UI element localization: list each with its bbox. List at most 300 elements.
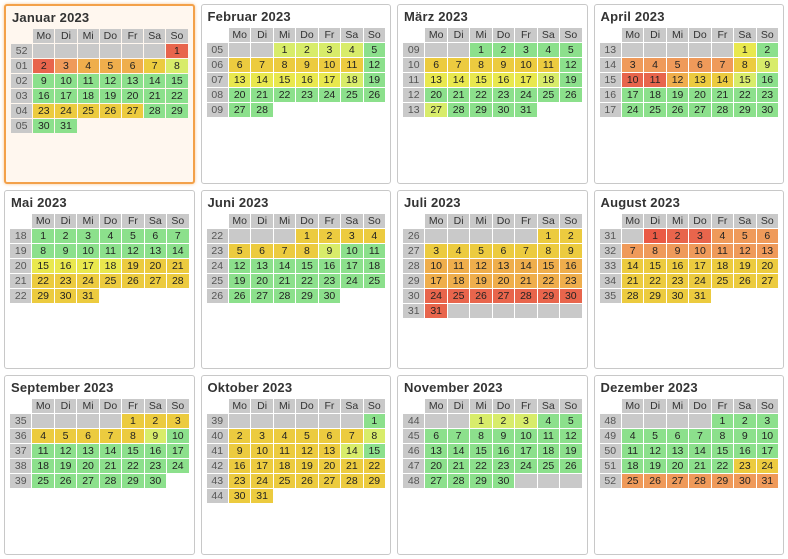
day-cell[interactable]: 16	[560, 259, 581, 273]
day-cell[interactable]: 26	[734, 274, 755, 288]
day-cell[interactable]: 22	[734, 88, 755, 102]
day-cell[interactable]: 17	[622, 88, 643, 102]
day-cell[interactable]: 22	[364, 459, 385, 473]
day-cell[interactable]: 18	[341, 73, 362, 87]
day-cell[interactable]: 22	[32, 274, 53, 288]
day-cell[interactable]: 18	[32, 459, 53, 473]
day-cell[interactable]: 15	[644, 259, 665, 273]
day-cell[interactable]: 11	[644, 73, 665, 87]
day-cell[interactable]: 15	[734, 73, 755, 87]
day-cell[interactable]: 19	[644, 459, 665, 473]
day-cell[interactable]: 27	[319, 474, 340, 488]
day-cell[interactable]: 19	[470, 274, 491, 288]
day-cell[interactable]: 10	[622, 73, 643, 87]
day-cell[interactable]: 30	[33, 119, 54, 133]
day-cell[interactable]: 13	[425, 444, 446, 458]
day-cell[interactable]: 7	[689, 429, 710, 443]
day-cell[interactable]: 21	[712, 88, 733, 102]
day-cell[interactable]: 30	[229, 489, 250, 503]
day-cell[interactable]: 8	[274, 58, 295, 72]
day-cell[interactable]: 29	[364, 474, 385, 488]
day-cell[interactable]: 13	[229, 73, 250, 87]
day-cell[interactable]: 12	[55, 444, 76, 458]
day-cell[interactable]: 9	[757, 58, 778, 72]
day-cell[interactable]: 4	[622, 429, 643, 443]
day-cell[interactable]: 8	[712, 429, 733, 443]
day-cell[interactable]: 19	[667, 88, 688, 102]
day-cell[interactable]: 7	[251, 58, 272, 72]
day-cell[interactable]: 13	[425, 73, 446, 87]
day-cell[interactable]: 25	[32, 474, 53, 488]
day-cell[interactable]: 28	[341, 474, 362, 488]
day-cell[interactable]: 14	[515, 259, 536, 273]
day-cell[interactable]: 4	[32, 429, 53, 443]
day-cell[interactable]: 13	[689, 73, 710, 87]
day-cell[interactable]: 1	[32, 229, 53, 243]
day-cell[interactable]: 24	[167, 459, 188, 473]
day-cell[interactable]: 20	[319, 459, 340, 473]
day-cell[interactable]: 23	[667, 274, 688, 288]
day-cell[interactable]: 20	[229, 88, 250, 102]
day-cell[interactable]: 12	[296, 444, 317, 458]
day-cell[interactable]: 11	[538, 58, 559, 72]
day-cell[interactable]: 11	[78, 74, 99, 88]
day-cell[interactable]: 27	[689, 103, 710, 117]
day-cell[interactable]: 23	[757, 88, 778, 102]
day-cell[interactable]: 11	[32, 444, 53, 458]
day-cell[interactable]: 4	[538, 414, 559, 428]
day-cell[interactable]: 1	[470, 43, 491, 57]
day-cell[interactable]: 5	[364, 43, 385, 57]
day-cell[interactable]: 28	[689, 474, 710, 488]
day-cell[interactable]: 9	[667, 244, 688, 258]
day-cell[interactable]: 2	[229, 429, 250, 443]
day-cell[interactable]: 7	[448, 58, 469, 72]
day-cell[interactable]: 5	[100, 59, 121, 73]
day-cell[interactable]: 5	[122, 229, 143, 243]
day-cell[interactable]: 19	[734, 259, 755, 273]
day-cell[interactable]: 24	[515, 459, 536, 473]
day-cell[interactable]: 5	[470, 244, 491, 258]
day-cell[interactable]: 30	[319, 289, 340, 303]
day-cell[interactable]: 3	[167, 414, 188, 428]
day-cell[interactable]: 6	[757, 229, 778, 243]
day-cell[interactable]: 18	[448, 274, 469, 288]
day-cell[interactable]: 21	[167, 259, 188, 273]
day-cell[interactable]: 17	[251, 459, 272, 473]
day-cell[interactable]: 22	[166, 89, 187, 103]
day-cell[interactable]: 30	[145, 474, 166, 488]
day-cell[interactable]: 20	[689, 88, 710, 102]
day-cell[interactable]: 2	[319, 229, 340, 243]
day-cell[interactable]: 5	[560, 414, 581, 428]
day-cell[interactable]: 22	[122, 459, 143, 473]
day-cell[interactable]: 17	[341, 259, 362, 273]
day-cell[interactable]: 24	[251, 474, 272, 488]
day-cell[interactable]: 22	[296, 274, 317, 288]
day-cell[interactable]: 11	[622, 444, 643, 458]
day-cell[interactable]: 27	[425, 474, 446, 488]
day-cell[interactable]: 29	[734, 103, 755, 117]
day-cell[interactable]: 24	[341, 274, 362, 288]
day-cell[interactable]: 27	[757, 274, 778, 288]
day-cell[interactable]: 26	[667, 103, 688, 117]
day-cell[interactable]: 8	[644, 244, 665, 258]
day-cell[interactable]: 29	[470, 103, 491, 117]
day-cell[interactable]: 29	[122, 474, 143, 488]
day-cell[interactable]: 23	[560, 274, 581, 288]
day-cell[interactable]: 20	[251, 274, 272, 288]
day-cell[interactable]: 7	[167, 229, 188, 243]
day-cell[interactable]: 31	[515, 103, 536, 117]
day-cell[interactable]: 3	[689, 229, 710, 243]
day-cell[interactable]: 16	[493, 444, 514, 458]
day-cell[interactable]: 29	[32, 289, 53, 303]
day-cell[interactable]: 27	[122, 104, 143, 118]
day-cell[interactable]: 29	[712, 474, 733, 488]
day-cell[interactable]: 27	[145, 274, 166, 288]
day-cell[interactable]: 30	[734, 474, 755, 488]
day-cell[interactable]: 8	[470, 429, 491, 443]
day-cell[interactable]: 29	[296, 289, 317, 303]
day-cell[interactable]: 27	[251, 289, 272, 303]
day-cell[interactable]: 23	[229, 474, 250, 488]
day-cell[interactable]: 27	[425, 103, 446, 117]
day-cell[interactable]: 18	[538, 73, 559, 87]
day-cell[interactable]: 21	[622, 274, 643, 288]
day-cell[interactable]: 3	[515, 43, 536, 57]
day-cell[interactable]: 8	[364, 429, 385, 443]
day-cell[interactable]: 5	[296, 429, 317, 443]
day-cell[interactable]: 13	[77, 444, 98, 458]
day-cell[interactable]: 28	[622, 289, 643, 303]
day-cell[interactable]: 14	[274, 259, 295, 273]
day-cell[interactable]: 24	[689, 274, 710, 288]
day-cell[interactable]: 21	[144, 89, 165, 103]
day-cell[interactable]: 2	[33, 59, 54, 73]
day-cell[interactable]: 9	[319, 244, 340, 258]
day-cell[interactable]: 23	[734, 459, 755, 473]
day-cell[interactable]: 18	[712, 259, 733, 273]
day-cell[interactable]: 25	[448, 289, 469, 303]
day-cell[interactable]: 6	[493, 244, 514, 258]
day-cell[interactable]: 30	[757, 103, 778, 117]
day-cell[interactable]: 14	[448, 444, 469, 458]
day-cell[interactable]: 10	[167, 429, 188, 443]
day-cell[interactable]: 6	[667, 429, 688, 443]
day-cell[interactable]: 2	[667, 229, 688, 243]
day-cell[interactable]: 2	[560, 229, 581, 243]
day-cell[interactable]: 29	[644, 289, 665, 303]
day-cell[interactable]: 12	[734, 244, 755, 258]
day-cell[interactable]: 16	[319, 259, 340, 273]
day-cell[interactable]: 26	[560, 88, 581, 102]
day-cell[interactable]: 25	[644, 103, 665, 117]
day-cell[interactable]: 15	[32, 259, 53, 273]
day-cell[interactable]: 30	[55, 289, 76, 303]
day-cell[interactable]: 3	[425, 244, 446, 258]
day-cell[interactable]: 28	[274, 289, 295, 303]
day-cell[interactable]: 26	[560, 459, 581, 473]
day-cell[interactable]: 4	[100, 229, 121, 243]
day-cell[interactable]: 17	[77, 259, 98, 273]
day-cell[interactable]: 6	[425, 429, 446, 443]
day-cell[interactable]: 12	[470, 259, 491, 273]
day-cell[interactable]: 12	[644, 444, 665, 458]
day-cell[interactable]: 25	[78, 104, 99, 118]
day-cell[interactable]: 9	[55, 244, 76, 258]
day-cell[interactable]: 2	[55, 229, 76, 243]
day-cell[interactable]: 18	[538, 444, 559, 458]
day-cell[interactable]: 22	[470, 459, 491, 473]
day-cell[interactable]: 10	[425, 259, 446, 273]
day-cell[interactable]: 17	[319, 73, 340, 87]
day-cell[interactable]: 13	[319, 444, 340, 458]
day-cell[interactable]: 15	[296, 259, 317, 273]
day-cell[interactable]: 25	[341, 88, 362, 102]
day-cell[interactable]: 7	[515, 244, 536, 258]
day-cell[interactable]: 15	[274, 73, 295, 87]
day-cell[interactable]: 13	[251, 259, 272, 273]
day-cell[interactable]: 7	[341, 429, 362, 443]
day-cell[interactable]: 2	[145, 414, 166, 428]
day-cell[interactable]: 29	[470, 474, 491, 488]
day-cell[interactable]: 20	[667, 459, 688, 473]
day-cell[interactable]: 11	[341, 58, 362, 72]
day-cell[interactable]: 17	[515, 73, 536, 87]
day-cell[interactable]: 29	[166, 104, 187, 118]
day-cell[interactable]: 2	[493, 43, 514, 57]
day-cell[interactable]: 12	[122, 244, 143, 258]
day-cell[interactable]: 12	[229, 259, 250, 273]
day-cell[interactable]: 1	[274, 43, 295, 57]
day-cell[interactable]: 8	[734, 58, 755, 72]
day-cell[interactable]: 7	[712, 58, 733, 72]
day-cell[interactable]: 9	[145, 429, 166, 443]
day-cell[interactable]: 25	[712, 274, 733, 288]
day-cell[interactable]: 14	[251, 73, 272, 87]
day-cell[interactable]: 16	[145, 444, 166, 458]
day-cell[interactable]: 7	[622, 244, 643, 258]
day-cell[interactable]: 24	[319, 88, 340, 102]
day-cell[interactable]: 2	[734, 414, 755, 428]
day-cell[interactable]: 3	[622, 58, 643, 72]
day-cell[interactable]: 28	[712, 103, 733, 117]
day-cell[interactable]: 3	[515, 414, 536, 428]
day-cell[interactable]: 14	[689, 444, 710, 458]
day-cell[interactable]: 23	[55, 274, 76, 288]
day-cell[interactable]: 24	[515, 88, 536, 102]
day-cell[interactable]: 23	[493, 459, 514, 473]
day-cell[interactable]: 6	[425, 58, 446, 72]
day-cell[interactable]: 19	[100, 89, 121, 103]
day-cell[interactable]: 5	[644, 429, 665, 443]
day-cell[interactable]: 14	[341, 444, 362, 458]
day-cell[interactable]: 21	[515, 274, 536, 288]
day-cell[interactable]: 20	[493, 274, 514, 288]
day-cell[interactable]: 30	[493, 474, 514, 488]
day-cell[interactable]: 5	[734, 229, 755, 243]
day-cell[interactable]: 17	[55, 89, 76, 103]
day-cell[interactable]: 24	[622, 103, 643, 117]
day-cell[interactable]: 1	[734, 43, 755, 57]
day-cell[interactable]: 10	[515, 429, 536, 443]
day-cell[interactable]: 28	[144, 104, 165, 118]
day-cell[interactable]: 1	[364, 414, 385, 428]
day-cell[interactable]: 4	[364, 229, 385, 243]
day-cell[interactable]: 5	[55, 429, 76, 443]
day-cell[interactable]: 23	[33, 104, 54, 118]
day-cell[interactable]: 27	[77, 474, 98, 488]
day-cell[interactable]: 15	[470, 444, 491, 458]
day-cell[interactable]: 4	[448, 244, 469, 258]
day-cell[interactable]: 24	[425, 289, 446, 303]
day-cell[interactable]: 6	[229, 58, 250, 72]
day-cell[interactable]: 7	[100, 429, 121, 443]
day-cell[interactable]: 23	[145, 459, 166, 473]
day-cell[interactable]: 28	[448, 474, 469, 488]
day-cell[interactable]: 21	[689, 459, 710, 473]
day-cell[interactable]: 11	[538, 429, 559, 443]
day-cell[interactable]: 29	[538, 289, 559, 303]
day-cell[interactable]: 30	[493, 103, 514, 117]
day-cell[interactable]: 11	[712, 244, 733, 258]
day-cell[interactable]: 20	[122, 89, 143, 103]
day-cell[interactable]: 14	[100, 444, 121, 458]
day-cell[interactable]: 15	[364, 444, 385, 458]
day-cell[interactable]: 15	[470, 73, 491, 87]
day-cell[interactable]: 12	[667, 73, 688, 87]
day-cell[interactable]: 10	[55, 74, 76, 88]
day-cell[interactable]: 26	[55, 474, 76, 488]
day-cell[interactable]: 9	[33, 74, 54, 88]
day-cell[interactable]: 5	[560, 43, 581, 57]
day-cell[interactable]: 19	[560, 73, 581, 87]
day-cell[interactable]: 22	[274, 88, 295, 102]
day-cell[interactable]: 31	[425, 304, 446, 318]
day-cell[interactable]: 18	[364, 259, 385, 273]
day-cell[interactable]: 30	[560, 289, 581, 303]
day-cell[interactable]: 21	[448, 88, 469, 102]
day-cell[interactable]: 26	[644, 474, 665, 488]
day-cell[interactable]: 26	[296, 474, 317, 488]
day-cell[interactable]: 31	[757, 474, 778, 488]
day-cell[interactable]: 20	[145, 259, 166, 273]
day-cell[interactable]: 6	[145, 229, 166, 243]
day-cell[interactable]: 9	[560, 244, 581, 258]
day-cell[interactable]: 22	[470, 88, 491, 102]
day-cell[interactable]: 8	[538, 244, 559, 258]
day-cell[interactable]: 16	[229, 459, 250, 473]
day-cell[interactable]: 31	[77, 289, 98, 303]
day-cell[interactable]: 26	[122, 274, 143, 288]
day-cell[interactable]: 4	[644, 58, 665, 72]
day-cell[interactable]: 12	[560, 429, 581, 443]
day-cell[interactable]: 4	[538, 43, 559, 57]
day-cell[interactable]: 21	[341, 459, 362, 473]
day-cell[interactable]: 3	[341, 229, 362, 243]
day-cell[interactable]: 16	[757, 73, 778, 87]
day-cell[interactable]: 28	[448, 103, 469, 117]
day-cell[interactable]: 1	[122, 414, 143, 428]
day-cell[interactable]: 18	[644, 88, 665, 102]
day-cell[interactable]: 19	[364, 73, 385, 87]
day-cell[interactable]: 6	[77, 429, 98, 443]
day-cell[interactable]: 9	[296, 58, 317, 72]
day-cell[interactable]: 13	[145, 244, 166, 258]
day-cell[interactable]: 7	[144, 59, 165, 73]
day-cell[interactable]: 14	[144, 74, 165, 88]
day-cell[interactable]: 9	[493, 429, 514, 443]
day-cell[interactable]: 9	[734, 429, 755, 443]
day-cell[interactable]: 27	[667, 474, 688, 488]
day-cell[interactable]: 10	[341, 244, 362, 258]
day-cell[interactable]: 14	[448, 73, 469, 87]
day-cell[interactable]: 19	[122, 259, 143, 273]
day-cell[interactable]: 26	[229, 289, 250, 303]
day-cell[interactable]: 11	[274, 444, 295, 458]
day-cell[interactable]: 3	[77, 229, 98, 243]
day-cell[interactable]: 8	[32, 244, 53, 258]
day-cell[interactable]: 14	[622, 259, 643, 273]
day-cell[interactable]: 5	[229, 244, 250, 258]
day-cell[interactable]: 10	[757, 429, 778, 443]
day-cell[interactable]: 1	[470, 414, 491, 428]
day-cell[interactable]: 19	[560, 444, 581, 458]
day-cell[interactable]: 3	[757, 414, 778, 428]
day-cell[interactable]: 13	[122, 74, 143, 88]
day-cell[interactable]: 6	[251, 244, 272, 258]
day-cell[interactable]: 8	[122, 429, 143, 443]
day-cell[interactable]: 3	[251, 429, 272, 443]
day-cell[interactable]: 31	[689, 289, 710, 303]
day-cell[interactable]: 9	[493, 58, 514, 72]
day-cell[interactable]: 2	[757, 43, 778, 57]
day-cell[interactable]: 4	[341, 43, 362, 57]
day-cell[interactable]: 9	[229, 444, 250, 458]
day-cell[interactable]: 18	[78, 89, 99, 103]
day-cell[interactable]: 11	[100, 244, 121, 258]
day-cell[interactable]: 26	[364, 88, 385, 102]
day-cell[interactable]: 25	[274, 474, 295, 488]
day-cell[interactable]: 16	[33, 89, 54, 103]
day-cell[interactable]: 21	[448, 459, 469, 473]
day-cell[interactable]: 31	[55, 119, 76, 133]
day-cell[interactable]: 10	[77, 244, 98, 258]
day-cell[interactable]: 28	[100, 474, 121, 488]
day-cell[interactable]: 7	[274, 244, 295, 258]
day-cell[interactable]: 16	[55, 259, 76, 273]
day-cell[interactable]: 31	[251, 489, 272, 503]
day-cell[interactable]: 25	[100, 274, 121, 288]
day-cell[interactable]: 13	[493, 259, 514, 273]
day-cell[interactable]: 24	[757, 459, 778, 473]
day-cell[interactable]: 6	[319, 429, 340, 443]
day-cell[interactable]: 22	[538, 274, 559, 288]
day-cell[interactable]: 27	[229, 103, 250, 117]
day-cell[interactable]: 4	[78, 59, 99, 73]
day-cell[interactable]: 10	[689, 244, 710, 258]
day-cell[interactable]: 17	[757, 444, 778, 458]
day-cell[interactable]: 12	[364, 58, 385, 72]
day-cell[interactable]: 28	[251, 103, 272, 117]
day-cell[interactable]: 23	[296, 88, 317, 102]
day-cell[interactable]: 11	[448, 259, 469, 273]
day-cell[interactable]: 13	[667, 444, 688, 458]
day-cell[interactable]: 6	[122, 59, 143, 73]
day-cell[interactable]: 30	[667, 289, 688, 303]
day-cell[interactable]: 10	[515, 58, 536, 72]
